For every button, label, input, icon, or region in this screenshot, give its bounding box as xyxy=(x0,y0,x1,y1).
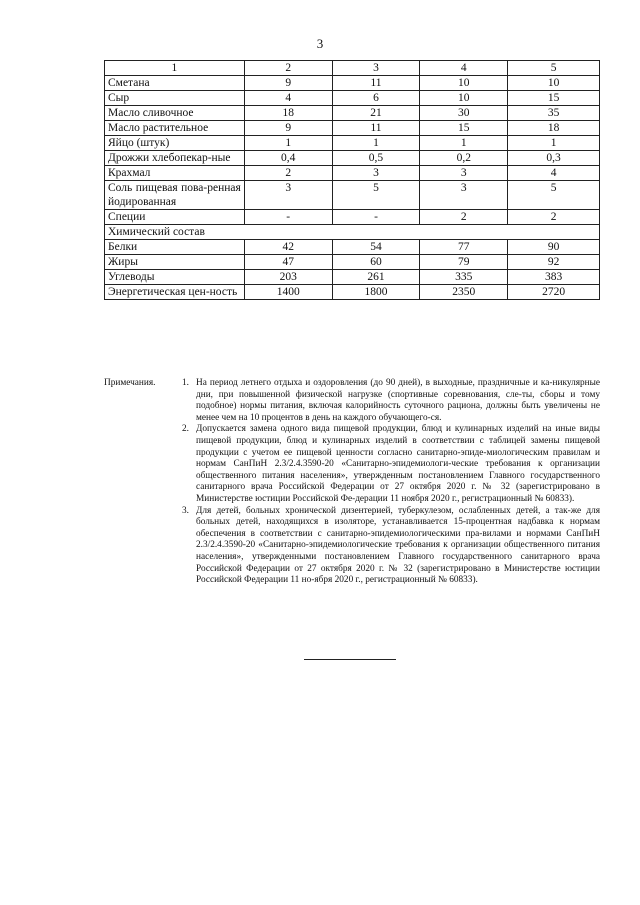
cell-value: 2 xyxy=(508,210,600,225)
note-number: 1. xyxy=(182,378,189,388)
cell-value: 15 xyxy=(508,91,600,106)
row-name: Крахмал xyxy=(105,166,245,181)
cell-value: 3 xyxy=(420,181,508,210)
row-name: Жиры xyxy=(105,255,245,270)
cell-value: 1 xyxy=(332,136,420,151)
notes-section xyxy=(104,378,600,587)
cell-value: 0,3 xyxy=(508,151,600,166)
row-name: Масло растительное xyxy=(105,121,245,136)
note-item xyxy=(184,424,600,505)
row-name: Специи xyxy=(105,210,245,225)
cell-value: 18 xyxy=(508,121,600,136)
cell-value: 30 xyxy=(420,106,508,121)
cell-value: 11 xyxy=(332,76,420,91)
cell-value: 0,4 xyxy=(244,151,332,166)
cell-value: 60 xyxy=(332,255,420,270)
cell-value: 92 xyxy=(508,255,600,270)
cell-value: - xyxy=(332,210,420,225)
cell-value: 1400 xyxy=(244,285,332,300)
cell-value: 5 xyxy=(508,181,600,210)
table-row xyxy=(105,136,600,151)
table-row xyxy=(105,255,600,270)
row-name: Сыр xyxy=(105,91,245,106)
section-row xyxy=(105,225,600,240)
cell-value: 4 xyxy=(244,91,332,106)
cell-value: 54 xyxy=(332,240,420,255)
cell-value: 383 xyxy=(508,270,600,285)
page-number: 3 xyxy=(316,36,324,51)
row-name: Яйцо (штук) xyxy=(105,136,245,151)
row-name: Белки xyxy=(105,240,245,255)
cell-value: 10 xyxy=(420,76,508,91)
row-name: Соль пищевая пова-ренная йодированная xyxy=(105,181,245,210)
cell-value: 2350 xyxy=(420,285,508,300)
cell-value: 1 xyxy=(244,136,332,151)
table-row xyxy=(105,181,600,210)
cell-value: 21 xyxy=(332,106,420,121)
cell-value: - xyxy=(244,210,332,225)
notes-label: Примечания. xyxy=(104,378,156,388)
section-heading: Химический состав xyxy=(105,225,600,240)
row-name: Энергетическая цен-ность xyxy=(105,285,245,300)
closing-rule xyxy=(304,659,396,660)
table-row xyxy=(105,91,600,106)
column-header: 3 xyxy=(332,61,420,76)
cell-value: 47 xyxy=(244,255,332,270)
cell-value: 3 xyxy=(244,181,332,210)
cell-value: 203 xyxy=(244,270,332,285)
note-item xyxy=(184,378,600,424)
cell-value: 6 xyxy=(332,91,420,106)
note-text: Допускается замена одного вида пищевой продукции, блюд и кулинарных изделий на иные виды пищевой продукции, блюд и кулинарных изделий в соответствии с таблицей замены пищевой продукции с учетом ее пищевой ценности согласно санитарно-эпиде-миологическим правилам и нормам СанПиН 2.3/2.4.3590-20 «Санитарно-эпидемиологи-ческие требования к организации общественного питания населения», утвержденным постановлением Главного государственного санитарного врача Российской Федерации от 27 октября 2020 г. № 32 (зарегистрировано в Министерстве юстиции Российской Фе-дерации 11 ноября 2020 г., регистрационный № 60833). xyxy=(196,424,600,504)
cell-value: 261 xyxy=(332,270,420,285)
cell-value: 4 xyxy=(508,166,600,181)
cell-value: 77 xyxy=(420,240,508,255)
note-number: 2. xyxy=(182,424,189,435)
cell-value: 9 xyxy=(244,76,332,91)
table-row xyxy=(105,121,600,136)
cell-value: 2720 xyxy=(508,285,600,300)
table-row xyxy=(105,285,600,300)
cell-value: 2 xyxy=(420,210,508,225)
cell-value: 1 xyxy=(508,136,600,151)
cell-value: 2 xyxy=(244,166,332,181)
cell-value: 35 xyxy=(508,106,600,121)
row-name: Дрожжи хлебопекар-ные xyxy=(105,151,245,166)
cell-value: 0,5 xyxy=(332,151,420,166)
table-row xyxy=(105,210,600,225)
cell-value: 90 xyxy=(508,240,600,255)
table-row xyxy=(105,270,600,285)
table-row xyxy=(105,106,600,121)
row-name: Сметана xyxy=(105,76,245,91)
table-row xyxy=(105,151,600,166)
norms-table xyxy=(104,60,600,300)
cell-value: 10 xyxy=(420,91,508,106)
note-number: 3. xyxy=(182,505,189,516)
cell-value: 79 xyxy=(420,255,508,270)
row-name: Масло сливочное xyxy=(105,106,245,121)
cell-value: 10 xyxy=(508,76,600,91)
column-header: 1 xyxy=(105,61,245,76)
cell-value: 335 xyxy=(420,270,508,285)
note-item xyxy=(184,506,600,587)
row-name: Углеводы xyxy=(105,270,245,285)
cell-value: 0,2 xyxy=(420,151,508,166)
cell-value: 1 xyxy=(420,136,508,151)
table-row xyxy=(105,240,600,255)
cell-value: 3 xyxy=(420,166,508,181)
table-row xyxy=(105,76,600,91)
column-header: 5 xyxy=(508,61,600,76)
table-row xyxy=(105,166,600,181)
cell-value: 9 xyxy=(244,121,332,136)
cell-value: 15 xyxy=(420,121,508,136)
column-header: 4 xyxy=(420,61,508,76)
cell-value: 11 xyxy=(332,121,420,136)
cell-value: 3 xyxy=(332,166,420,181)
note-text: На период летнего отдыха и оздоровления (до 90 дней), в выходные, праздничные и ка-никулярные дни, при повышенной физической нагрузке (спортивные соревнования, сле-ты, сборы и тому подобное) нормы питания, включая калорийность суточного рациона, должны быть увеличены не менее чем на 10 процентов в день на каждого обучающего-ся. xyxy=(196,378,600,423)
cell-value: 42 xyxy=(244,240,332,255)
column-header: 2 xyxy=(244,61,332,76)
cell-value: 18 xyxy=(244,106,332,121)
cell-value: 1800 xyxy=(332,285,420,300)
cell-value: 5 xyxy=(332,181,420,210)
note-text: Для детей, больных хронической дизентерией, туберкулезом, ослабленных детей, а так-же для больных детей, находящихся в изоляторе, устанавливается 15-процентная надбавка к нормам обеспечения в соответствии с санитарно-эпидемиологическими пра-вилами и нормами СанПиН 2.3/2.4.3590-20 «Санитарно-эпидемиологические требования к организации общественного питания населения», утвержденными постановлением Главного государственного санитарного врача Российской Федерации от 27 октября 2020 г. № 32 (зарегистрировано в Министерстве юстиции Российской Федерации 11 но-ября 2020 г., регистрационный № 60833). xyxy=(196,505,600,586)
table-header-row xyxy=(105,61,600,76)
